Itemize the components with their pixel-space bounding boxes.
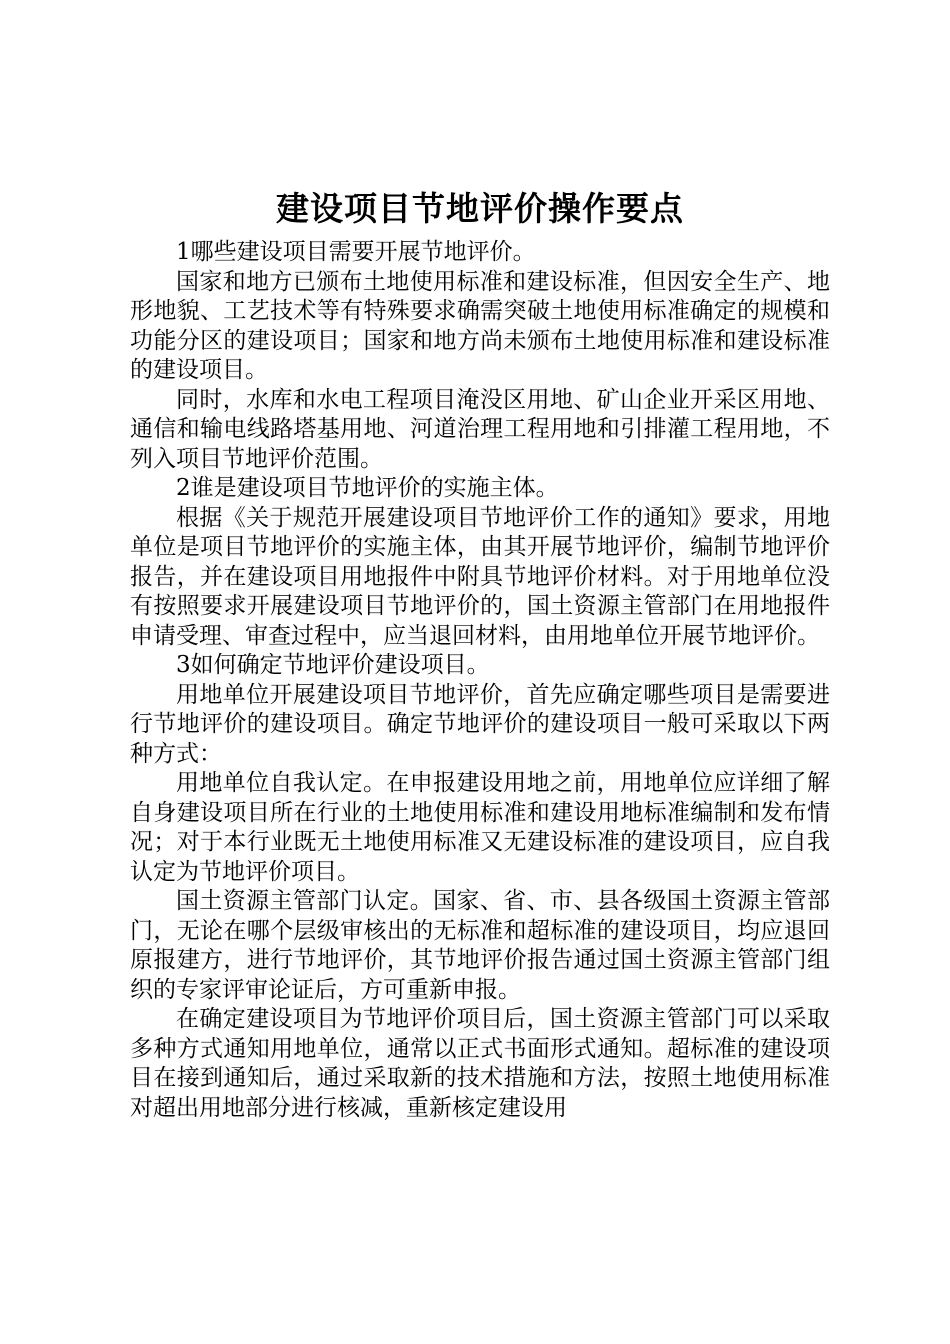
paragraph: 根据《关于规范开展建设项目节地评价工作的通知》要求，用地单位是项目节地评价的实施主体，由其开展节地评价，编制节地评价报告，并在建设项目用地报件中附具节地评价材料。对于用地单位没有按照要求开展建设项目节地评价的，国土资源主管部门在用地报件申请受理、审查过程中，应当退回材料，由用地单位开展节地评价。 — [130, 504, 830, 649]
paragraph: 用地单位开展建设项目节地评价，首先应确定哪些项目是需要进行节地评价的建设项目。确定节地评价的建设项目一般可采取以下两种方式： — [130, 681, 830, 767]
paragraph: 同时，水库和水电工程项目淹没区用地、矿山企业开采区用地、通信和输电线路塔基用地、河道治理工程用地和引排灌工程用地，不列入项目节地评价范围。 — [130, 386, 830, 472]
paragraph-heading-1: 1哪些建设项目需要开展节地评价。 — [176, 239, 536, 265]
paragraph: 用地单位自我认定。在申报建设用地之前，用地单位应详细了解自身建设项目所在行业的土地使用标准和建设用地标准编制和发布情况；对于本行业既无土地使用标准又无建设标准的建设项目，应自我认定为节地评价项目。 — [130, 770, 830, 885]
document-page — [130, 186, 830, 1123]
paragraph: 国土资源主管部门认定。国家、省、市、县各级国土资源主管部门，无论在哪个层级审核出的无标准和超标准的建设项目，均应退回原报建方，进行节地评价，其节地评价报告通过国土资源主管部门组织的专家评审论证后，方可重新申报。 — [130, 888, 830, 1003]
paragraph: 在确定建设项目为节地评价项目后，国土资源主管部门可以采取多种方式通知用地单位，通常以正式书面形式通知。超标准的建设项目在接到通知后，通过采取新的技术措施和方法，按照土地使用标准对超出用地部分进行核减，重新核定建设用 — [130, 1006, 830, 1121]
paragraph-heading-3: 3如何确定节地评价建设项目。 — [176, 652, 490, 678]
document-title: 建设项目节地评价操作要点 — [276, 189, 684, 228]
paragraph-heading-2: 2谁是建设项目节地评价的实施主体。 — [176, 475, 559, 501]
paragraph: 国家和地方已颁布土地使用标准和建设标准，但因安全生产、地形地貌、工艺技术等有特殊要求确需突破土地使用标准确定的规模和功能分区的建设项目；国家和地方尚未颁布土地使用标准和建设标准的建设项目。 — [130, 268, 830, 383]
